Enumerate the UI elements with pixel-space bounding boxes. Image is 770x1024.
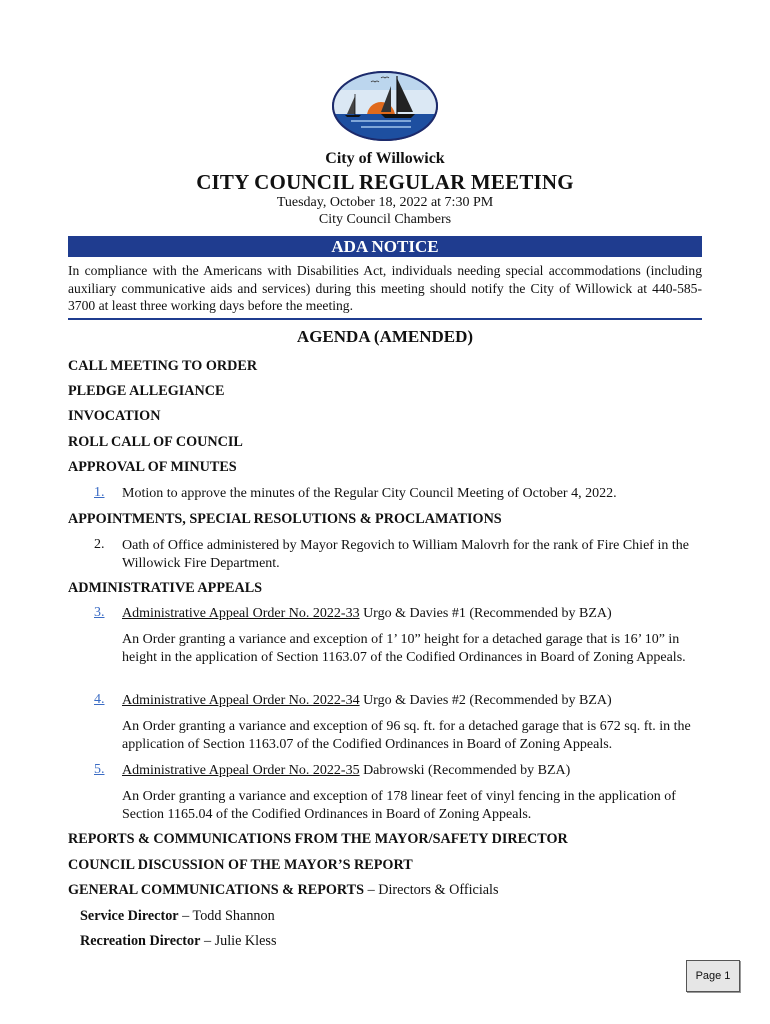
item-number-link[interactable]: 5. (94, 762, 105, 777)
city-logo (331, 70, 439, 142)
meeting-location: City Council Chambers (318, 212, 452, 227)
appeal-item-2022-33 (122, 605, 702, 623)
appeal-item-2022-35 (122, 762, 702, 780)
meeting-title: CITY COUNCIL REGULAR MEETING (196, 170, 574, 194)
agenda-reports-mayor: REPORTS & COMMUNICATIONS FROM THE MAYOR/SAFETY DIRECTOR (68, 831, 568, 847)
agenda-title: AGENDA (AMENDED) (296, 327, 474, 346)
item-number-link[interactable]: 4. (94, 692, 105, 707)
service-director-line (80, 908, 275, 925)
item-number-link[interactable]: 3. (94, 605, 105, 620)
appeal-item-title-rest: Urgo & Davies #1 (Recommended by BZA) (359, 606, 612, 621)
ada-notice-heading: ADA NOTICE (68, 236, 702, 257)
meeting-date-time: Tuesday, October 18, 2022 at 7:30 PM (276, 195, 494, 210)
item-oath-of-office: Oath of Office administered by Mayor Regovich to William Malovrh for the rank of Fire Chief in the Willowick Fire Department. (122, 538, 689, 571)
agenda-administrative-appeals: ADMINISTRATIVE APPEALS (68, 580, 263, 596)
recreation-director-title: Recreation Director (80, 933, 201, 949)
appeal-item-description: An Order granting a variance and exception of 96 sq. ft. for a detached garage that is 672 sq. ft. in the application of Section 1163.07 of the Codified Ordinances in Board of Zoning Appeals. (122, 719, 691, 752)
agenda-general-communications (68, 882, 499, 899)
appeal-order-link[interactable]: Administrative Appeal Order No. 2022-34 (122, 693, 360, 708)
recreation-director-line (80, 933, 276, 950)
recreation-director-name: – Julie Kless (200, 933, 277, 949)
appeal-item-title-rest: Urgo & Davies #2 (Recommended by BZA) (359, 693, 612, 708)
item-minutes-motion: Motion to approve the minutes of the Regular City Council Meeting of October 4, 2022. (122, 486, 617, 501)
page-number-badge: Page 1 (686, 960, 740, 992)
service-director-title: Service Director (80, 908, 179, 924)
city-name: City of Willowick (325, 150, 445, 167)
appeal-order-link[interactable]: Administrative Appeal Order No. 2022-33 (122, 606, 360, 621)
appeal-item-description: An Order granting a variance and exception of 178 linear feet of vinyl fencing in the application of Section 1165.04 of the Codified Ordinances in Board of Zoning Appeals. (122, 789, 676, 822)
agenda-council-discussion: COUNCIL DISCUSSION OF THE MAYOR’S REPORT (68, 857, 413, 873)
agenda-approval-of-minutes: APPROVAL OF MINUTES (68, 459, 237, 475)
general-communications-label: GENERAL COMMUNICATIONS & REPORTS (68, 882, 365, 898)
appeal-item-description: An Order granting a variance and exception of 1’ 10” height for a detached garage that is 16’ 10” in height in the application of Section 1163.07 of the Codified Ordinances in Board of Zoning Appeals. (122, 632, 686, 665)
agenda-invocation: INVOCATION (68, 408, 161, 424)
item-number: 2. (94, 537, 105, 552)
agenda-call-to-order: CALL MEETING TO ORDER (68, 358, 258, 374)
appeal-item-2022-34 (122, 692, 702, 710)
appeal-order-link[interactable]: Administrative Appeal Order No. 2022-35 (122, 763, 360, 778)
general-communications-rest: – Directors & Officials (364, 882, 499, 898)
appeal-item-title-rest: Dabrowski (Recommended by BZA) (359, 763, 571, 778)
service-director-name: – Todd Shannon (178, 908, 275, 924)
section-divider (68, 318, 702, 320)
agenda-pledge: PLEDGE ALLEGIANCE (68, 383, 225, 399)
agenda-appointments: APPOINTMENTS, SPECIAL RESOLUTIONS & PROCLAMATIONS (68, 511, 502, 527)
agenda-roll-call: ROLL CALL OF COUNCIL (68, 434, 243, 450)
ada-notice-text: In compliance with the Americans with Disabilities Act, individuals needing special accommodations (including auxiliary communicative aids and services) during this meeting should notify the City of Willowick at 440-585-3700 at least three working days before the meeting. (68, 263, 702, 313)
item-number-link[interactable]: 1. (94, 485, 105, 500)
